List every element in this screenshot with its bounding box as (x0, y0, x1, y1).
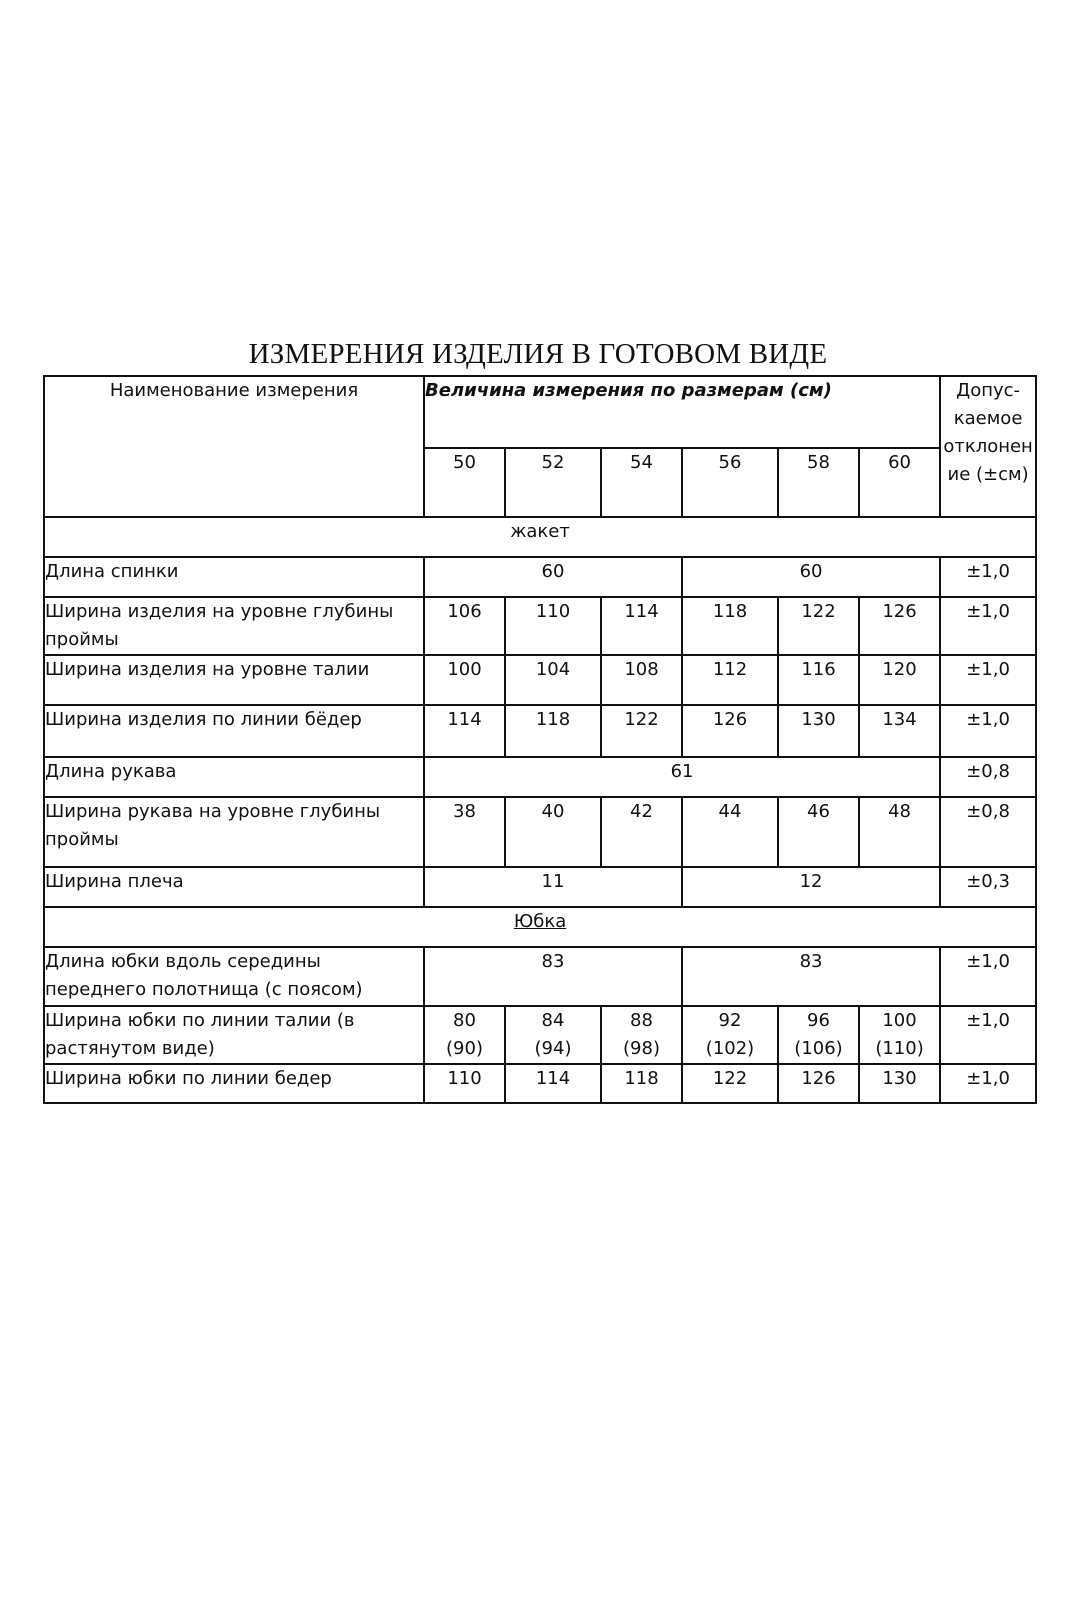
header-tolerance-line: Допус- (956, 380, 1021, 401)
header-tolerance-line: ие (±см) (947, 464, 1029, 485)
measurement-value: 116 (778, 655, 859, 705)
measurement-name: Ширина рукава на уровне глубины проймы (44, 797, 424, 867)
measurement-value: 104 (505, 655, 601, 705)
measurement-value: 100 (424, 655, 505, 705)
measurement-value: 134 (859, 705, 940, 757)
section-row (44, 517, 1036, 557)
measurement-name: Ширина плеча (44, 867, 424, 907)
measurement-value: 96 (106) (778, 1006, 859, 1064)
tolerance-value: ±1,0 (940, 557, 1036, 597)
size-header: 58 (778, 448, 859, 517)
measurement-name: Ширина изделия на уровне талии (44, 655, 424, 705)
measurement-value: 122 (682, 1064, 778, 1103)
measurement-value: 110 (505, 597, 601, 655)
table-row (44, 655, 1036, 705)
measurement-value: 42 (601, 797, 682, 867)
tolerance-value: ±1,0 (940, 655, 1036, 705)
measurement-value: 100 (110) (859, 1006, 940, 1064)
measurement-value: 120 (859, 655, 940, 705)
measurement-value: 12 (682, 867, 940, 907)
table-row (44, 1006, 1036, 1064)
measurement-value: 40 (505, 797, 601, 867)
measurement-value: 48 (859, 797, 940, 867)
measurement-value: 114 (424, 705, 505, 757)
tolerance-value: ±0,8 (940, 757, 1036, 797)
measurement-value: 130 (778, 705, 859, 757)
table-row (44, 757, 1036, 797)
measurement-value: 126 (859, 597, 940, 655)
measurement-value: 11 (424, 867, 682, 907)
tolerance-value: ±1,0 (940, 1006, 1036, 1064)
size-header: 54 (601, 448, 682, 517)
measurement-value: 122 (778, 597, 859, 655)
table-row (44, 797, 1036, 867)
page-title: ИЗМЕРЕНИЯ ИЗДЕЛИЯ В ГОТОВОМ ВИДЕ (248, 338, 828, 370)
section-title-text: жакет (510, 521, 570, 542)
size-header: 50 (424, 448, 505, 517)
measurement-name: Ширина изделия на уровне глубины проймы (44, 597, 424, 655)
measurement-name: Длина рукава (44, 757, 424, 797)
header-tolerance-line: отклонен (943, 436, 1033, 457)
measurement-value: 83 (424, 947, 682, 1006)
tolerance-value: ±1,0 (940, 705, 1036, 757)
measurement-value: 44 (682, 797, 778, 867)
measurement-name: Ширина юбки по линии бедер (44, 1064, 424, 1103)
measurement-value: 126 (778, 1064, 859, 1103)
header-tolerance-line: каемое (953, 408, 1023, 429)
measurement-name: Длина спинки (44, 557, 424, 597)
measurement-value: 108 (601, 655, 682, 705)
tolerance-value: ±1,0 (940, 1064, 1036, 1103)
measurement-value: 122 (601, 705, 682, 757)
section-row (44, 907, 1036, 947)
header-row (44, 376, 1036, 448)
measurement-value: 46 (778, 797, 859, 867)
measurement-value: 88 (98) (601, 1006, 682, 1064)
measurement-value: 60 (682, 557, 940, 597)
measurement-value: 126 (682, 705, 778, 757)
section-title (44, 907, 1036, 947)
tolerance-value: ±1,0 (940, 597, 1036, 655)
measurement-name: Ширина юбки по линии талии (в растянутом виде) (44, 1006, 424, 1064)
measurement-value: 118 (601, 1064, 682, 1103)
measurements-table (43, 375, 1037, 1104)
measurement-value: 80 (90) (424, 1006, 505, 1064)
measurement-value: 83 (682, 947, 940, 1006)
measurement-value: 114 (601, 597, 682, 655)
measurement-value: 114 (505, 1064, 601, 1103)
measurement-value: 106 (424, 597, 505, 655)
section-title (44, 517, 1036, 557)
table-row (44, 1064, 1036, 1103)
measurement-value: 92 (102) (682, 1006, 778, 1064)
measurement-value: 130 (859, 1064, 940, 1103)
header-tolerance-col (940, 376, 1036, 517)
header-name-col: Наименование измерения (44, 376, 424, 517)
measurement-name: Ширина изделия по линии бёдер (44, 705, 424, 757)
measurement-value: 84 (94) (505, 1006, 601, 1064)
tolerance-value: ±0,8 (940, 797, 1036, 867)
table-row (44, 705, 1036, 757)
measurement-value: 60 (424, 557, 682, 597)
measurement-value: 61 (424, 757, 940, 797)
table-row (44, 867, 1036, 907)
tolerance-value: ±0,3 (940, 867, 1036, 907)
measurement-value: 118 (505, 705, 601, 757)
tolerance-value: ±1,0 (940, 947, 1036, 1006)
measurement-value: 38 (424, 797, 505, 867)
size-header: 52 (505, 448, 601, 517)
measurement-name: Длина юбки вдоль середины переднего полотнища (с поясом) (44, 947, 424, 1006)
size-header: 60 (859, 448, 940, 517)
section-title-text: Юбка (513, 911, 567, 932)
header-group-col: Величина измерения по размерам (см) (424, 376, 940, 448)
measurement-value: 110 (424, 1064, 505, 1103)
measurement-value: 118 (682, 597, 778, 655)
size-header: 56 (682, 448, 778, 517)
table-row (44, 597, 1036, 655)
table-row (44, 947, 1036, 1006)
table-row (44, 557, 1036, 597)
measurement-value: 112 (682, 655, 778, 705)
